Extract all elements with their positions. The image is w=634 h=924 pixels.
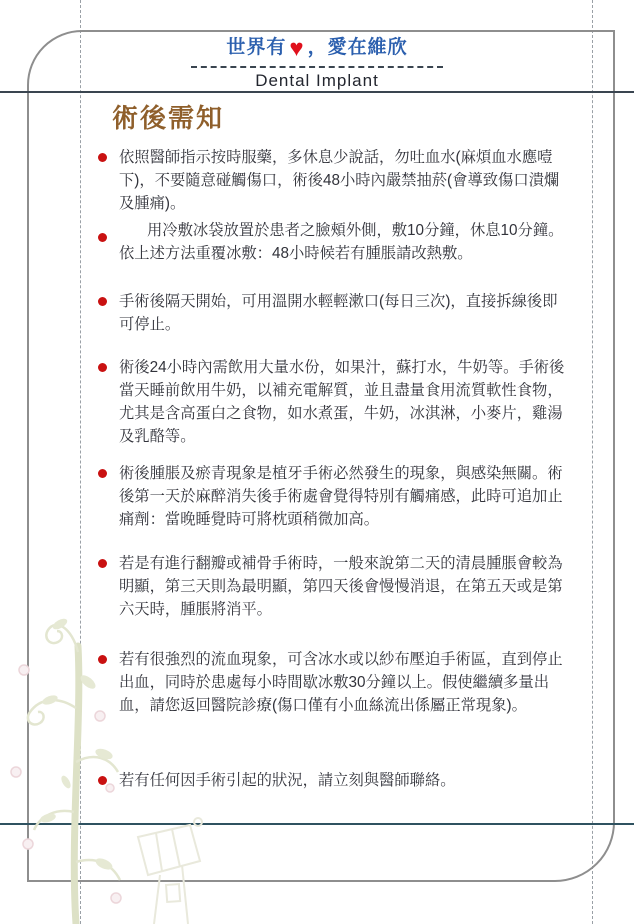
bullet-dot-icon xyxy=(98,559,107,568)
instruction-text: 術後腫脹及瘀青現象是植牙手術必然發生的現象，與感染無關。術後第一天於麻醉消失後手術處會覺得特別有觸痛感，此時可追加止痛劑：當晚睡覺時可將枕頭稍微加高。 xyxy=(119,465,563,528)
page-title: 術後需知 xyxy=(112,103,225,133)
bullet-dot-icon xyxy=(98,363,107,372)
slogan xyxy=(0,32,634,63)
subtitle: Dental Implant xyxy=(255,71,379,90)
list-item xyxy=(98,146,566,215)
heart-icon: ♥ xyxy=(289,35,305,62)
instruction-text: 若是有進行翻瓣或補骨手術時，一般來說第二天的清晨腫脹會較為明顯，第三天則為最明顯，第四天後會慢慢消退，在第五天或是第六天時，腫脹將消平。 xyxy=(119,555,563,618)
bullet-dot-icon xyxy=(98,297,107,306)
bullet-dot-icon xyxy=(98,153,107,162)
slogan-suffix: ，愛在維欣 xyxy=(307,37,408,58)
instruction-text: 用冷敷冰袋放置於患者之臉頰外側，敷10分鐘，休息10分鐘。依上述方法重覆冰敷：48小時候若有腫脹請改熱敷。 xyxy=(119,222,564,262)
instruction-text: 若有很強烈的流血現象，可含冰水或以紗布壓迫手術區，直到停止出血，同時於患處每小時間歇冰敷30分鐘以上。假使繼續多量出血，請您返回醫院診療(傷口僅有小血絲流出係屬正常現象)。 xyxy=(119,651,563,714)
bullet-dot-icon xyxy=(98,469,107,478)
slogan-prefix: 世界有 xyxy=(226,37,287,58)
footer-rule xyxy=(0,823,634,825)
header-rule xyxy=(0,91,634,93)
bullet-dot-icon xyxy=(98,233,107,242)
header xyxy=(0,32,634,91)
list-item xyxy=(98,219,566,265)
list-item xyxy=(98,356,566,448)
list-item xyxy=(98,462,566,531)
list-item xyxy=(98,769,566,792)
instruction-text: 術後24小時內需飲用大量水份，如果汁，蘇打水，牛奶等。手術後當天睡前飲用牛奶，以補充電解質，並且盡量食用流質軟性食物，尤其是含高蛋白之食物，如水煮蛋，牛奶，冰淇淋，小麥片，雞湯及乳酪等。 xyxy=(119,359,565,445)
bullet-dot-icon xyxy=(98,655,107,664)
list-item xyxy=(98,648,566,717)
list-item xyxy=(98,552,566,621)
instruction-text: 依照醫師指示按時服藥，多休息少說話，勿吐血水(麻煩血水應噎下)，不要隨意碰觸傷口，術後48小時內嚴禁抽菸(會導致傷口潰爛及腫痛)。 xyxy=(119,149,560,212)
instruction-text: 若有任何因手術引起的狀況，請立刻與醫師聯絡。 xyxy=(119,772,456,789)
slogan-divider xyxy=(191,66,443,68)
bullet-dot-icon xyxy=(98,776,107,785)
instruction-text: 手術後隔天開始，可用溫開水輕輕漱口(每日三次)，直接拆線後即可停止。 xyxy=(119,293,558,333)
list-item xyxy=(98,290,566,336)
instruction-list xyxy=(98,146,566,792)
